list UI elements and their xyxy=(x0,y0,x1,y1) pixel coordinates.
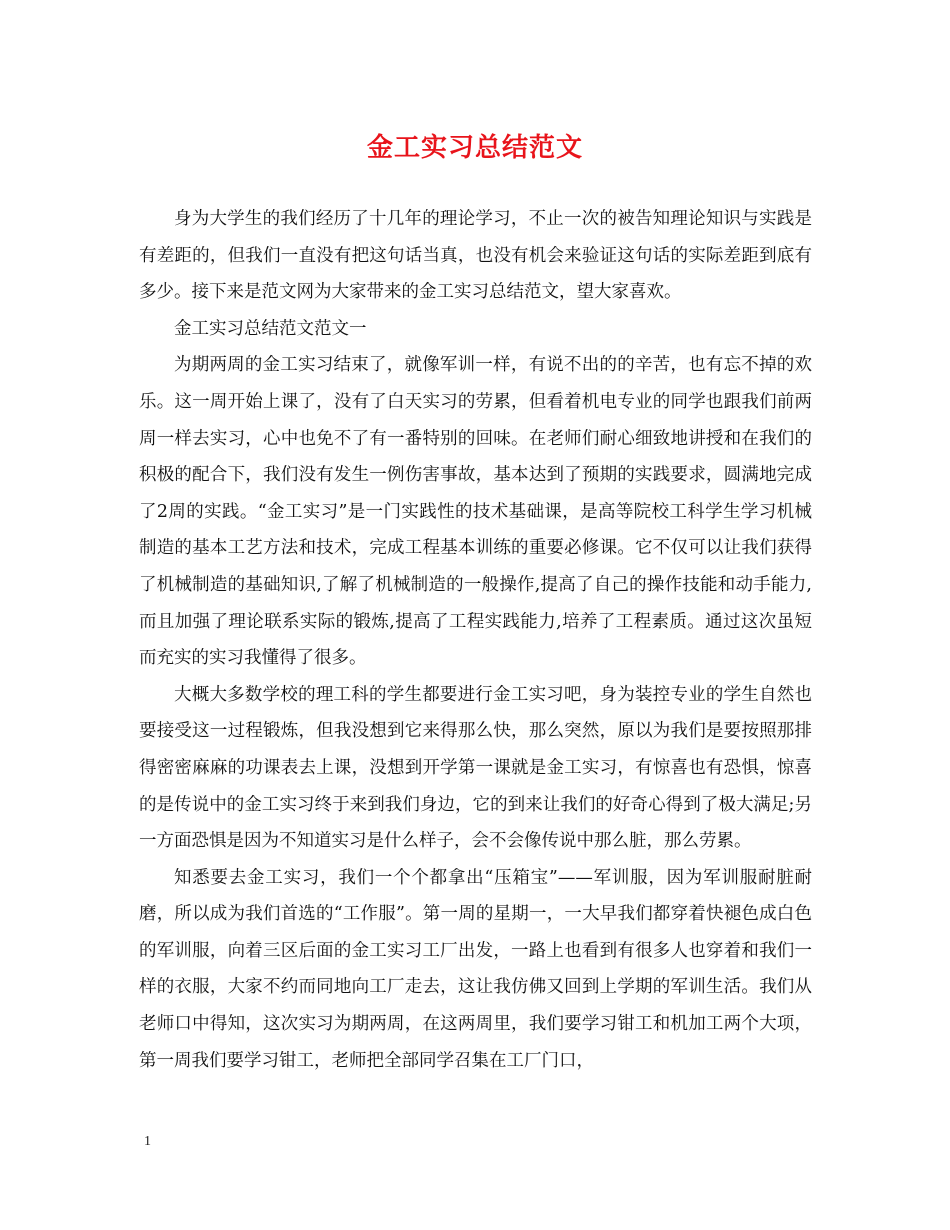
document-title: 金工实习总结范文 xyxy=(366,133,583,163)
section-heading: 金工实习总结范文范文一 xyxy=(174,318,367,339)
document-body xyxy=(139,201,812,1079)
paragraph: 知悉要去金工实习，我们一个个都拿出“压箱宝”——军训服，因为军训服耐脏耐磨，所以成为我们首选的“工作服”。第一周的星期一，一大早我们都穿着快褪色成白色的军训服，向着三区后面的金工实习工厂出发，一路上也看到有很多人也穿着和我们一样的衣服，大家不约而同地向工厂走去，这让我仿佛又回到上学期的军训生活。我们从老师口中得知，这次实习为期两周，在这两周里，我们要学习钳工和机加工两个大项，第一周我们要学习钳工，老师把全部同学召集在工厂门口， xyxy=(139,867,812,1071)
page-number: 1 xyxy=(144,1134,151,1149)
paragraph: 大概大多数学校的理工科的学生都要进行金工实习吧，身为装控专业的学生自然也要接受这一过程锻炼，但我没想到它来得那么快，那么突然，原以为我们是要按照那排得密密麻麻的功课表去上课，没想到开学第一课就是金工实习，有惊喜也有恐惧，惊喜的是传说中的金工实习终于来到我们身边，它的到来让我们的好奇心得到了极大满足;另一方面恐惧是因为不知道实习是什么样子，会不会像传说中那么脏，那么劳累。 xyxy=(139,684,812,852)
paragraph: 为期两周的金工实习结束了，就像军训一样，有说不出的的辛苦，也有忘不掉的欢乐。这一周开始上课了，没有了白天实习的劳累，但看着机电专业的同学也跟我们前两周一样去实习，心中也免不了有一番特别的回味。在老师们耐心细致地讲授和在我们的积极的配合下，我们没有发生一例伤害事故，基本达到了预期的实践要求，圆满地完成了2周的实践。“金工实习”是一门实践性的技术基础课，是高等院校工科学生学习机械制造的基本工艺方法和技术，完成工程基本训练的重要必修课。它不仅可以让我们获得了机械制造的基础知识,了解了机械制造的一般操作,提高了自己的操作技能和动手能力,而且加强了理论联系实际的锻炼,提高了工程实践能力,培养了工程素质。通过这次虽短而充实的实习我懂得了很多。 xyxy=(139,355,812,669)
paragraph-intro: 身为大学生的我们经历了十几年的理论学习，不止一次的被告知理论知识与实践是有差距的，但我们一直没有把这句话当真，也没有机会来验证这句话的实际差距到底有多少。接下来是范文网为大家带来的金工实习总结范文，望大家喜欢。 xyxy=(139,209,812,303)
